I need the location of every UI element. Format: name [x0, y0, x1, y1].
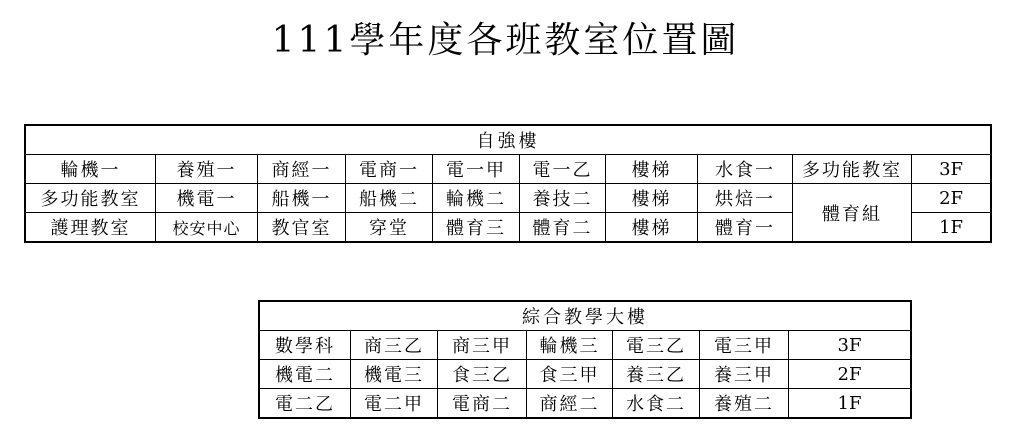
table-row [260, 331, 911, 360]
classroom-cell: 護理教室 [26, 213, 156, 242]
classroom-cell: 商三甲 [438, 331, 527, 360]
classroom-cell: 水食一 [698, 155, 793, 184]
building-name: 自強樓 [26, 126, 991, 155]
floor-label: 1F [789, 389, 911, 418]
classroom-cell: 船機一 [258, 184, 346, 213]
classroom-cell: 養技二 [520, 184, 606, 213]
page-title: 111學年度各班教室位置圖 [271, 20, 740, 61]
classroom-cell: 多功能教室 [793, 155, 912, 184]
classroom-cell: 商經一 [258, 155, 346, 184]
building-ziqiang-table [25, 125, 991, 242]
classroom-cell: 多功能教室 [26, 184, 156, 213]
building-integrated-table [259, 301, 911, 418]
classroom-cell: 食三甲 [527, 360, 613, 389]
classroom-cell: 商經二 [527, 389, 613, 418]
classroom-cell: 體育三 [433, 213, 520, 242]
classroom-cell: 養殖一 [156, 155, 258, 184]
classroom-cell: 烘焙一 [698, 184, 793, 213]
classroom-cell: 機電三 [351, 360, 438, 389]
classroom-cell: 電一甲 [433, 155, 520, 184]
classroom-cell: 教官室 [258, 213, 346, 242]
classroom-cell: 商三乙 [351, 331, 438, 360]
classroom-cell: 機電一 [156, 184, 258, 213]
classroom-cell: 養三乙 [613, 360, 700, 389]
classroom-cell: 食三乙 [438, 360, 527, 389]
classroom-cell: 養三甲 [700, 360, 789, 389]
classroom-cell: 穿堂 [346, 213, 433, 242]
table-row [260, 389, 911, 418]
floor-label: 2F [789, 360, 911, 389]
table-row [26, 155, 991, 184]
classroom-cell: 輪機三 [527, 331, 613, 360]
stairs-cell: 樓梯 [606, 184, 698, 213]
floor-label: 1F [912, 213, 991, 242]
classroom-cell: 電商一 [346, 155, 433, 184]
classroom-cell: 機電二 [260, 360, 351, 389]
floor-label: 2F [912, 184, 991, 213]
floor-label: 3F [912, 155, 991, 184]
classroom-cell: 校安中心 [156, 213, 258, 242]
classroom-cell: 電三甲 [700, 331, 789, 360]
table-row [26, 184, 991, 213]
classroom-cell: 電二甲 [351, 389, 438, 418]
classroom-cell: 輪機二 [433, 184, 520, 213]
building-name: 綜合教學大樓 [260, 302, 911, 331]
merged-classroom-cell: 體育組 [793, 184, 912, 242]
classroom-cell: 電二乙 [260, 389, 351, 418]
table-row [260, 360, 911, 389]
classroom-cell: 數學科 [260, 331, 351, 360]
classroom-cell: 電一乙 [520, 155, 606, 184]
classroom-cell: 輪機一 [26, 155, 156, 184]
classroom-cell: 電商二 [438, 389, 527, 418]
stairs-cell: 樓梯 [606, 213, 698, 242]
stairs-cell: 樓梯 [606, 155, 698, 184]
classroom-cell: 船機二 [346, 184, 433, 213]
classroom-cell: 體育二 [520, 213, 606, 242]
floor-label: 3F [789, 331, 911, 360]
classroom-cell: 水食二 [613, 389, 700, 418]
classroom-cell: 養殖二 [700, 389, 789, 418]
classroom-cell: 體育一 [698, 213, 793, 242]
classroom-cell: 電三乙 [613, 331, 700, 360]
